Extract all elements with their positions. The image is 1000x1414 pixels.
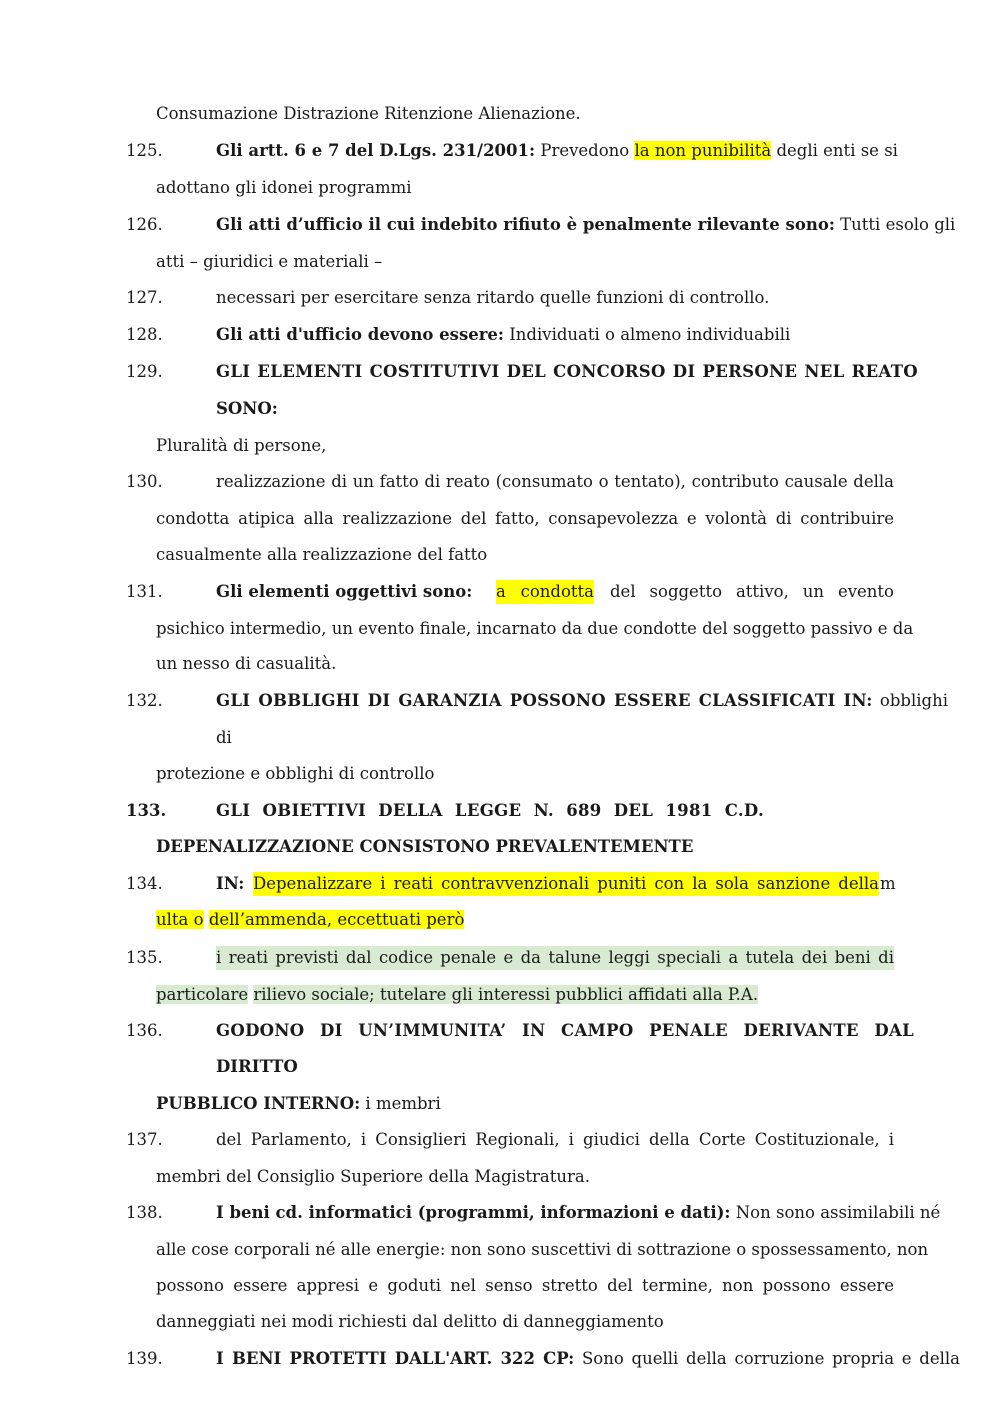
bold-term: IN: (216, 874, 245, 893)
text-line (216, 323, 790, 347)
item-number: 132. (126, 691, 163, 710)
bold-term: I beni cd. informatici (programmi, informazioni e dati): (216, 1203, 731, 1222)
text-line: di (216, 728, 232, 747)
bold-term: Gli atti d’ufficio il cui indebito rifiuto è penalmente rilevante sono: (216, 215, 835, 234)
highlighted-text: i reati previsti dal codice penale e da talune leggi speciali a tutela dei beni di (216, 946, 894, 970)
text-line (216, 139, 898, 163)
highlighted-text: ulta o (156, 910, 204, 929)
text-line (496, 580, 594, 604)
text-line: del Parlamento, i Consiglieri Regionali, i giudici della Corte Costituzionale, i (216, 1130, 894, 1149)
text-line (156, 1092, 441, 1116)
text-line (216, 946, 894, 970)
heading-line: DIRITTO (216, 1057, 298, 1076)
item-number: 127. (126, 288, 163, 307)
text-line: casualmente alla realizzazione del fatto (156, 545, 488, 564)
item-number: 126. (126, 215, 163, 234)
text-line: m (880, 874, 896, 893)
text-line: atti – giuridici e materiali – (156, 252, 383, 271)
highlighted-text: particolare (156, 985, 249, 1004)
text-span: i membri (360, 1094, 441, 1113)
text-line: danneggiati nei modi richiesti dal delitto di danneggiamento (156, 1312, 664, 1331)
highlighted-text: rilievo sociale; tutelare gli interessi pubblici affidati alla P.A. (253, 985, 759, 1004)
text-span: degli enti se si (771, 141, 898, 160)
text-line (216, 213, 955, 237)
item-number: 138. (126, 1203, 163, 1222)
item-number: 139. (126, 1349, 163, 1368)
text-line: possono essere appresi e goduti nel senso stretto del termine, non possono essere (156, 1276, 894, 1295)
text-line: Pluralità di persone, (156, 436, 327, 455)
text-span: Tutti esolo gli (834, 215, 956, 234)
text-line (216, 1201, 941, 1225)
item-number: 134. (126, 874, 163, 893)
text-line: psichico intermedio, un evento finale, incarnato da due condotte del soggetto passivo e da (156, 619, 914, 638)
text-line (156, 908, 464, 932)
heading-line: DEPENALIZZAZIONE CONSISTONO PREVALENTEMENTE (156, 837, 694, 856)
item-number: 129. (126, 362, 163, 381)
item-number: 125. (126, 141, 163, 160)
heading-line: GODONO DI UN’IMMUNITA’ IN CAMPO PENALE DERIVANTE DAL (216, 1021, 914, 1040)
bold-term: GLI OBBLIGHI DI GARANZIA POSSONO ESSERE CLASSIFICATI IN: (216, 691, 873, 710)
highlighted-text: Depenalizzare i reati contravvenzionali puniti con la sola sanzione della (253, 872, 879, 896)
text-line (216, 580, 472, 604)
highlighted-text: a condotta (496, 580, 594, 604)
bold-term: Gli elementi oggettivi sono: (216, 582, 473, 601)
text-span: Sono quelli della corruzione propria e della (574, 1349, 960, 1368)
item-number: 130. (126, 472, 163, 491)
heading-line: GLI OBIETTIVI DELLA LEGGE N. 689 DEL 1981 C.D. (216, 801, 764, 820)
text-line: condotta atipica alla realizzazione del fatto, consapevolezza e volontà di contribuire (156, 509, 894, 528)
heading-line: SONO: (216, 399, 278, 418)
text-span: Individuati o almeno individuabili (504, 325, 791, 344)
text-line: Consumazione Distrazione Ritenzione Alienazione. (156, 104, 581, 123)
text-line: realizzazione di un fatto di reato (consumato o tentato), contributo causale della (216, 472, 894, 491)
item-number: 128. (126, 325, 163, 344)
bold-term: I BENI PROTETTI DALL'ART. 322 CP: (216, 1349, 575, 1368)
heading-line: GLI ELEMENTI COSTITUTIVI DEL CONCORSO DI PERSONE NEL REATO (216, 362, 918, 381)
text-line: un nesso di casualità. (156, 654, 337, 673)
text-line (216, 1347, 960, 1371)
text-line (253, 872, 879, 896)
text-span: obblighi (872, 691, 948, 710)
text-span: Non sono assimilabili né (730, 1203, 941, 1222)
text-line: adottano gli idonei programmi (156, 178, 412, 197)
text-line: necessari per esercitare senza ritardo quelle funzioni di controllo. (216, 288, 770, 307)
text-line (216, 689, 948, 713)
text-line: alle cose corporali né alle energie: non sono suscettivi di sottrazione o spossessamento, non (156, 1240, 929, 1259)
item-number: 133. (126, 801, 167, 820)
bold-term: Gli artt. 6 e 7 del D.Lgs. 231/2001: (216, 141, 536, 160)
bold-term: PUBBLICO INTERNO: (156, 1094, 361, 1113)
highlighted-text: dell’ammenda, eccettuati però (208, 910, 465, 929)
text-line (156, 983, 758, 1007)
item-number: 131. (126, 582, 163, 601)
text-span: Prevedono (535, 141, 635, 160)
item-number: 135. (126, 948, 163, 967)
item-number: 136. (126, 1021, 163, 1040)
highlighted-text: la non punibilità (634, 141, 772, 160)
bold-term: Gli atti d'ufficio devono essere: (216, 325, 505, 344)
text-line: membri del Consiglio Superiore della Magistratura. (156, 1167, 590, 1186)
text-line: protezione e obblighi di controllo (156, 764, 435, 783)
text-line: del soggetto attivo, un evento (610, 582, 894, 601)
item-number: 137. (126, 1130, 163, 1149)
